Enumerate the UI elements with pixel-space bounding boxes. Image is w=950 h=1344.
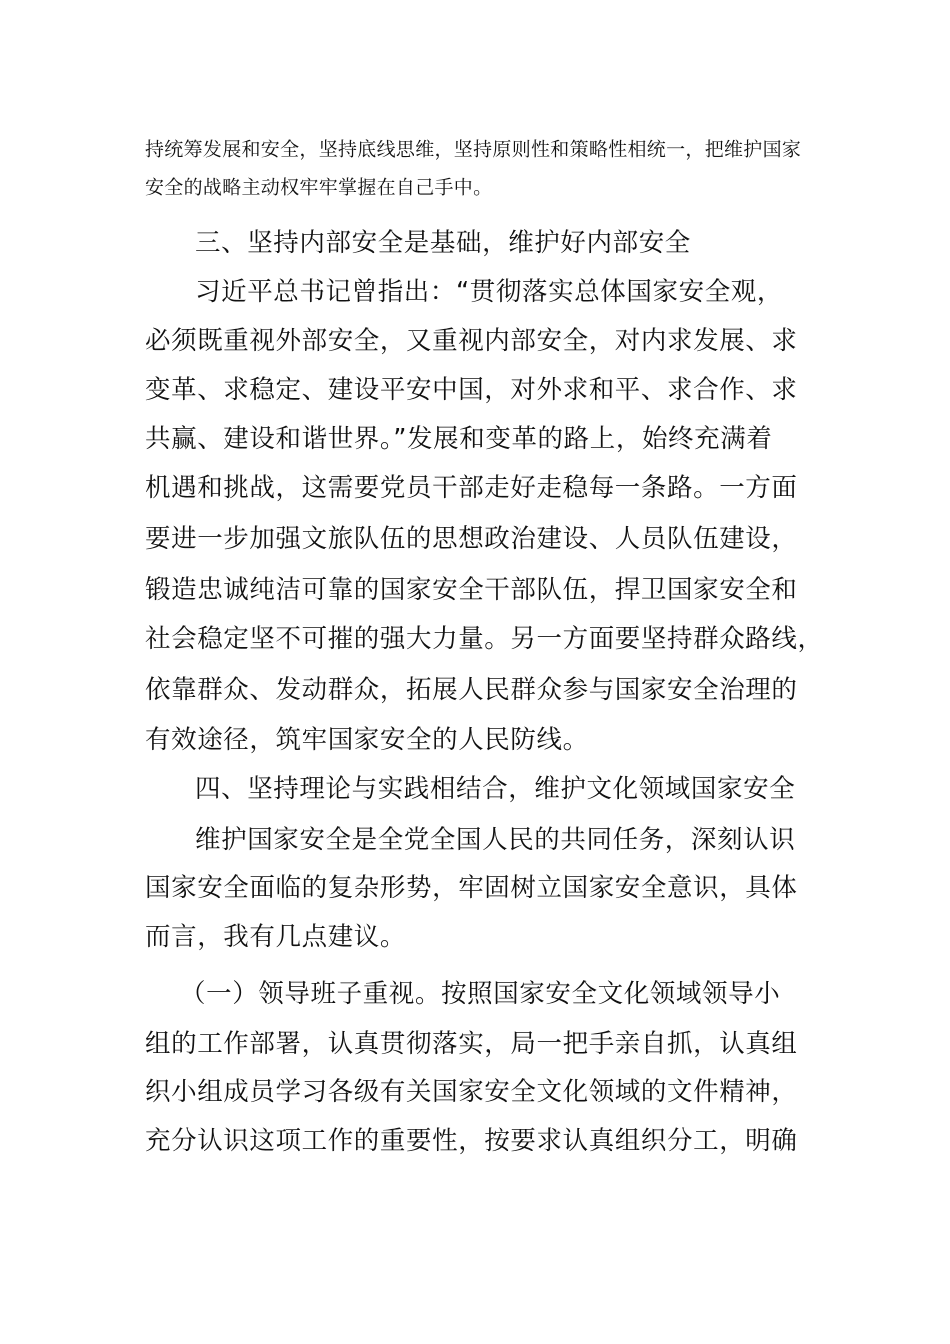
body-text-line: 共赢、建设和谐世界。”发展和变革的路上，始终充满着 bbox=[145, 424, 773, 454]
section-heading-3: 三、坚持内部安全是基础，维护好内部安全 bbox=[195, 228, 691, 258]
body-text-line: 锻造忠诚纯洁可靠的国家安全干部队伍，捍卫国家安全和 bbox=[145, 575, 798, 605]
body-text-line: 维护国家安全是全党全国人民的共同任务，深刻认识 bbox=[195, 825, 796, 855]
body-text-line: 而言，我有几点建议。 bbox=[145, 922, 407, 952]
body-text-line: 机遇和挑战，这需要党员干部走好走稳每一条路。一方面 bbox=[145, 473, 798, 503]
body-text-line: 习近平总书记曾指出：“贯彻落实总体国家安全观， bbox=[195, 277, 784, 307]
body-text-line: 持统筹发展和安全，坚持底线思维，坚持原则性和策略性相统一，把维护国家 bbox=[145, 138, 802, 161]
body-text-line: 必须既重视外部安全，又重视内部安全，对内求发展、求 bbox=[145, 326, 798, 356]
body-text-line: 社会稳定坚不可摧的强大力量。另一方面要坚持群众路线， bbox=[145, 624, 824, 654]
body-text-line: 织小组成员学习各级有关国家安全文化领域的文件精神， bbox=[145, 1077, 798, 1107]
body-text-line: 国家安全面临的复杂形势，牢固树立国家安全意识，具体 bbox=[145, 873, 798, 903]
body-text-line: 安全的战略主动权牢牢掌握在自己手中。 bbox=[145, 176, 493, 199]
body-text-line: 要进一步加强文旅队伍的思想政治建设、人员队伍建设， bbox=[145, 524, 798, 554]
body-text-line: 有效途径，筑牢国家安全的人民防线。 bbox=[145, 725, 589, 755]
body-text-line: 变革、求稳定、建设平安中国，对外求和平、求合作、求 bbox=[145, 375, 798, 405]
section-heading-4: 四、坚持理论与实践相结合，维护文化领域国家安全 bbox=[195, 774, 796, 804]
body-text-line: 依靠群众、发动群众，拓展人民群众参与国家安全治理的 bbox=[145, 675, 798, 705]
body-text-line: 充分认识这项工作的重要性，按要求认真组织分工，明确 bbox=[145, 1126, 798, 1156]
subsection-item-1: （一）领导班子重视。按照国家安全文化领域领导小 bbox=[180, 979, 781, 1009]
body-text-line: 组的工作部署，认真贯彻落实，局一把手亲自抓，认真组 bbox=[145, 1029, 798, 1059]
